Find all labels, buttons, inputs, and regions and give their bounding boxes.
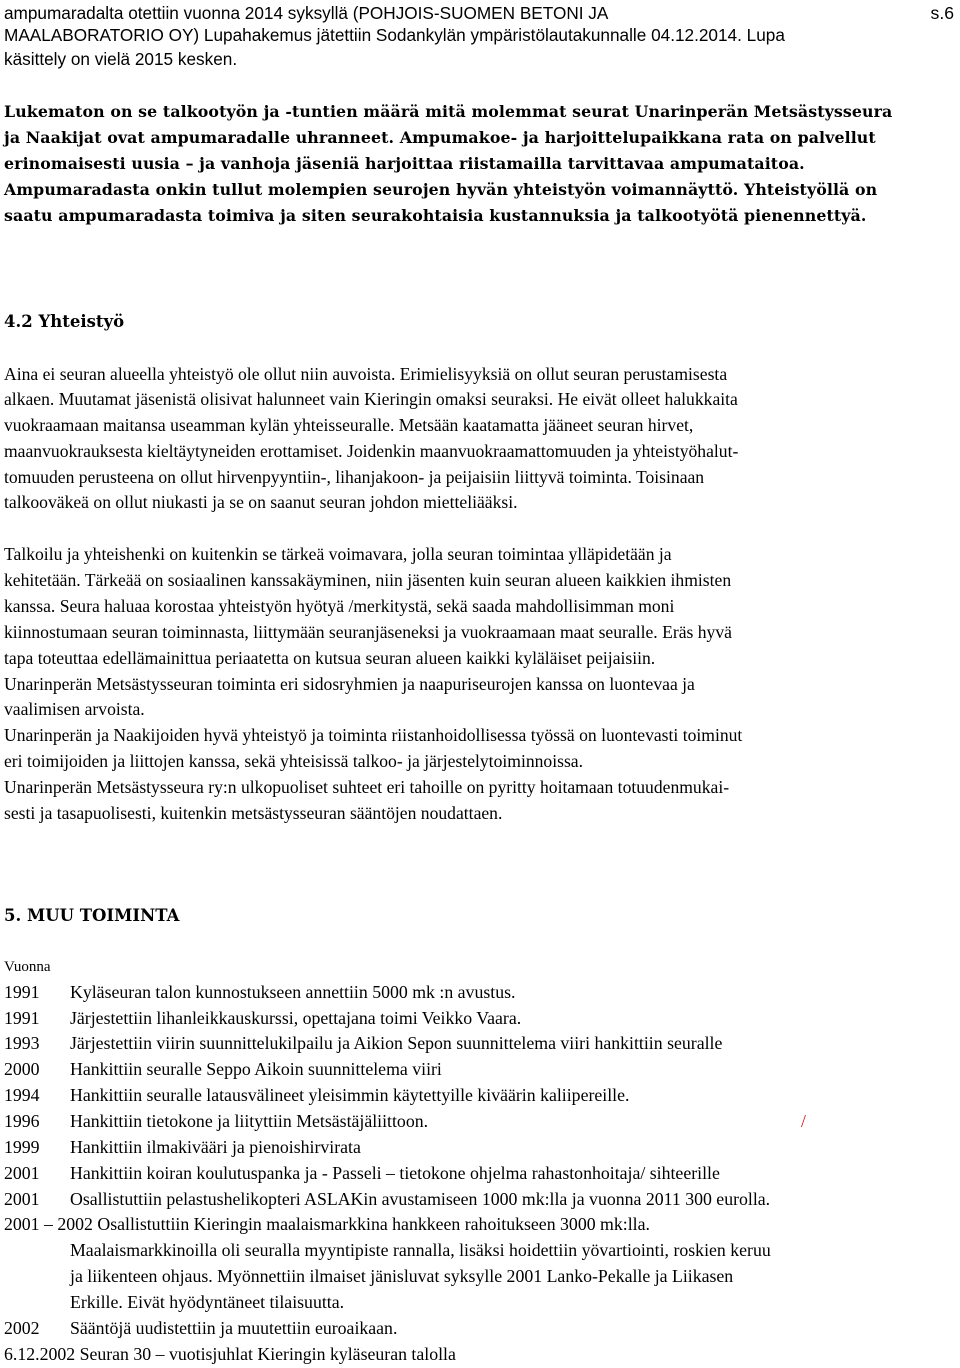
year-entry xyxy=(4,1134,361,1160)
text-line: talkooväkeä on ollut niukasti ja se on saanut seuran johdon mietteliääksi. xyxy=(4,492,518,512)
entry-continuation: ja liikenteen ohjaus. Myönnettiin ilmaiset jänisluvat syksylle 2001 Lanko-Pekalle ja Liikasen xyxy=(70,1266,734,1286)
text-line: tomuuden perusteena on ollut hirvenpyyntiin-, lihanjakoon- ja peijaisiin liittyvä toiminta. Toisinaan xyxy=(4,467,705,487)
year-entry xyxy=(4,1082,629,1108)
year-entry xyxy=(4,1005,521,1031)
entry-continuation: Erkille. Eivät hyödyntäneet tilaisuutta. xyxy=(70,1292,345,1312)
bold-text-line: Lukematon on se talkootyön ja -tuntien määrä mitä molemmat seurat Unarinperän Metsästysseura xyxy=(4,102,893,121)
year-entry xyxy=(4,1160,720,1186)
entry-year: 1991 xyxy=(4,1008,40,1028)
section-heading-4-2: 4.2 Yhteistyö xyxy=(4,312,125,331)
year-entry xyxy=(4,1186,770,1212)
year-entry xyxy=(4,979,515,1005)
text-line: vaalimisen arvoista. xyxy=(4,699,145,719)
year-entry xyxy=(4,1108,958,1134)
entry-text: Hankittiin ilmakivääri ja pienoishirvirata xyxy=(70,1137,361,1157)
section-heading-5: 5. MUU TOIMINTA xyxy=(4,906,180,925)
year-column-label: Vuonna xyxy=(4,959,51,975)
entry-text: Hankittiin koiran koulutuspanka ja - Passeli – tietokone ohjelma rahastonhoitaja/ sihteerille xyxy=(70,1163,720,1183)
text-line: sesti ja tasapuolisesti, kuitenkin metsästysseuran sääntöjen noudattaen. xyxy=(4,803,503,823)
bold-text-line: erinomaisesti uusia – ja vanhoja jäseniä harjoittaa riistamailla tarvittavaa ampumataitoa. xyxy=(4,154,805,173)
text-line: MAALABORATORIO OY) Lupahakemus jätettiin Sodankylän ympäristölautakunnalle 04.12.2014. Lupa xyxy=(4,25,785,45)
entry-year: 2001 xyxy=(4,1163,40,1183)
year-entry xyxy=(4,1030,722,1056)
entry-continuation: Maalaismarkkinoilla oli seuralla myyntipiste rannalla, lisäksi hoidettiin yövartiointi, roskien keruu xyxy=(70,1240,771,1260)
text-line: eri toimijoiden ja liittojen kanssa, sekä yhteisissä talkoo- ja järjestelytoiminnoissa. xyxy=(4,751,584,771)
entry-year: 1993 xyxy=(4,1033,40,1053)
entry-year: 1996 xyxy=(4,1111,40,1131)
entry-year: 2002 xyxy=(4,1318,40,1338)
text-line: tapa toteuttaa edellämainittua periaatetta on kutsua seuran alueen kaikki kyläläiset peijaisiin. xyxy=(4,648,656,668)
bold-text-line: saatu ampumaradasta toimiva ja siten seurakohtaisia kustannuksia ja talkootyötä pienennettyä. xyxy=(4,206,867,225)
text-line: kanssa. Seura haluaa korostaa yhteistyön hyötyä /merkitystä, sekä saada mahdollisimman moni xyxy=(4,596,675,616)
entry-text: Osallistuttiin pelastushelikopteri ASLAKin avustamiseen 1000 mk:lla ja vuonna 2011 300 eurolla. xyxy=(70,1189,771,1209)
entry-year: 1991 xyxy=(4,982,40,1002)
year-entry xyxy=(4,1315,397,1341)
bold-text-line: ja Naakijat ovat ampumaradalle uhranneet. Ampumakoe- ja harjoittelupaikkana rata on palvellut xyxy=(4,128,876,147)
entry-text: Hankittiin seuralle latausvälineet yleisimmin käytettyille kiväärin kaliipereille. xyxy=(70,1085,630,1105)
entry-year: 1999 xyxy=(4,1137,40,1157)
text-line: maanvuokrauksesta kieltäytyneiden erottamiset. Joidenkin maanvuokraamattomuuden ja yhteistyöhalut- xyxy=(4,441,739,461)
entry-year: 1994 xyxy=(4,1085,40,1105)
entry-text: Järjestettiin viirin suunnittelukilpailu ja Aikion Sepon suunnittelema viiri hankittiin seuralle xyxy=(70,1033,723,1053)
text-line: Unarinperän Metsästysseuran toiminta eri sidosryhmien ja naapuriseurojen kanssa on luontevaa ja xyxy=(4,674,695,694)
text-line: Unarinperän Metsästysseura ry:n ulkopuoliset suhteet eri tahoille on pyritty hoitamaan totuudenmukai- xyxy=(4,777,730,797)
text-line: kehitetään. Tärkeää on sosiaalinen kanssakäyminen, niin jäsenten kuin seuran alueen kaikkien ihmisten xyxy=(4,570,732,590)
text-line: Unarinperän ja Naakijoiden hyvä yhteistyö ja toiminta riistanhoidollisessa työssä on luontevasti toiminut xyxy=(4,725,743,745)
entry-year: 2000 xyxy=(4,1059,40,1079)
red-mark: / xyxy=(801,1111,806,1131)
year-entry-range: 2001 – 2002 Osallistuttiin Kieringin maalaismarkkina hankkeen rahoitukseen 3000 mk:lla. xyxy=(4,1214,650,1234)
year-entry: 6.12.2002 Seuran 30 – vuotisjuhlat Kieringin kyläseuran talolla xyxy=(4,1344,456,1364)
entry-text: Järjestettiin lihanleikkauskurssi, opettajana toimi Veikko Vaara. xyxy=(70,1008,522,1028)
text-line: Talkoilu ja yhteishenki on kuitenkin se tärkeä voimavara, jolla seuran toimintaa ylläpidetään ja xyxy=(4,544,672,564)
text-line: käsittely on vielä 2015 kesken. xyxy=(4,49,238,69)
text-line: alkaen. Muutamat jäsenistä olisivat halunneet vain Kieringin omaksi seuraksi. He eivät olleet halukkaita xyxy=(4,389,738,409)
text-line: vuokraamaan maitansa useamman kylän yhteisseuralle. Metsään kaatamatta jääneet seuran hirvet, xyxy=(4,415,694,435)
text-line: Aina ei seuran alueella yhteistyö ole ollut niin auvoista. Erimielisyyksiä on ollut seuran perustamisesta xyxy=(4,364,728,384)
text-line: ampumaradalta otettiin vuonna 2014 syksyllä (POHJOIS-SUOMEN BETONI JA xyxy=(4,3,609,23)
bold-text-line: Ampumaradasta onkin tullut molempien seurojen hyvän yhteistyön voimannäyttö. Yhteistyöllä on xyxy=(4,180,878,199)
entry-text: Kyläseuran talon kunnostukseen annettiin 5000 mk :n avustus. xyxy=(70,982,516,1002)
year-entry xyxy=(4,1056,442,1082)
entry-text: Hankittiin tietokone ja liityttiin Metsästäjäliittoon. xyxy=(70,1111,429,1131)
text-line: kiinnostumaan seuran toiminnasta, liittymään seuranjäseneksi ja vuokraamaan maat seuralle. Eräs hyvä xyxy=(4,622,732,642)
entry-text: Hankittiin seuralle Seppo Aikoin suunnittelema viiri xyxy=(70,1059,442,1079)
page-number: s.6 xyxy=(930,3,954,23)
entry-text: Sääntöjä uudistettiin ja muutettiin euroaikaan. xyxy=(70,1318,398,1338)
entry-year: 2001 xyxy=(4,1189,40,1209)
